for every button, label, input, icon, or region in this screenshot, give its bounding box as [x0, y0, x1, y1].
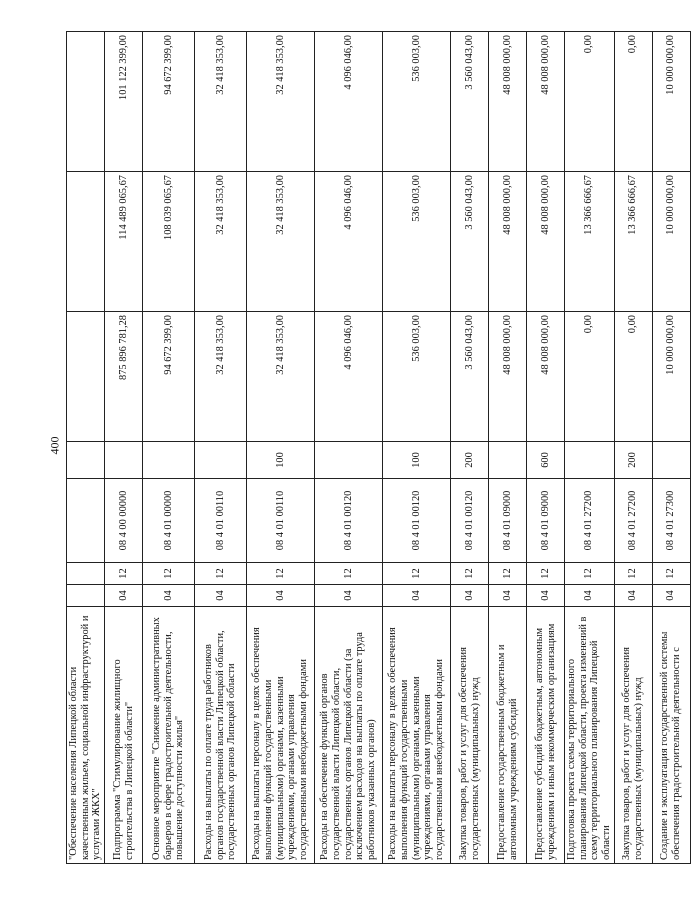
cell-rz: 12: [105, 563, 143, 585]
cell-sum-3: 536 003,00: [383, 32, 451, 172]
cell-ved: [67, 585, 105, 607]
cell-ved: 04: [489, 585, 527, 607]
cell-sum-2: 32 418 353,00: [247, 172, 315, 312]
cell-sum-2: 13 366 666,67: [565, 172, 615, 312]
cell-rz: 12: [383, 563, 451, 585]
cell-sum-2: 32 418 353,00: [195, 172, 247, 312]
cell-sum-2: 48 008 000,00: [489, 172, 527, 312]
cell-name: Расходы на выплаты персоналу в целях обеспечения выполнения функций государственными (муниципальными) органами, казенными учреждениями, органами управления государственными внебюджетными фондами: [247, 607, 315, 864]
cell-csr: 08 4 01 09000: [489, 479, 527, 563]
cell-rz: 12: [652, 563, 690, 585]
cell-ved: 04: [105, 585, 143, 607]
cell-rz: 12: [315, 563, 383, 585]
cell-vr: [67, 442, 105, 479]
cell-sum-2: 114 489 065,67: [105, 172, 143, 312]
cell-ved: 04: [143, 585, 195, 607]
cell-rz: [67, 563, 105, 585]
cell-sum-1: 536 003,00: [383, 312, 451, 442]
cell-rz: 12: [527, 563, 565, 585]
cell-name: Подготовка проекта схемы территориального планирования Липецкой области, проекта изменений в схему территориального планирования Липецкой области: [565, 607, 615, 864]
cell-ved: 04: [565, 585, 615, 607]
cell-ved: 04: [247, 585, 315, 607]
cell-rz: 12: [565, 563, 615, 585]
cell-vr: [143, 442, 195, 479]
cell-vr: 100: [247, 442, 315, 479]
cell-vr: [315, 442, 383, 479]
cell-vr: 200: [451, 442, 489, 479]
cell-ved: 04: [315, 585, 383, 607]
cell-sum-1: 48 008 000,00: [527, 312, 565, 442]
cell-sum-3: 94 672 399,00: [143, 32, 195, 172]
cell-sum-1: 875 896 781,28: [105, 312, 143, 442]
cell-rz: 12: [451, 563, 489, 585]
cell-sum-2: [67, 172, 105, 312]
cell-name: Закупка товаров, работ и услуг для обеспечения государственных (муниципальных) нужд: [451, 607, 489, 864]
cell-sum-1: 0,00: [565, 312, 615, 442]
cell-vr: [489, 442, 527, 479]
cell-csr: 08 4 01 00120: [315, 479, 383, 563]
cell-rz: 12: [143, 563, 195, 585]
table-row: [451, 32, 489, 864]
table-row: [105, 32, 143, 864]
cell-csr: 08 4 01 00110: [247, 479, 315, 563]
cell-name: Предоставление государственным бюджетным и автономным учреждениям субсидий: [489, 607, 527, 864]
cell-sum-2: 536 003,00: [383, 172, 451, 312]
cell-rz: 12: [247, 563, 315, 585]
table-row: [489, 32, 527, 864]
cell-sum-3: 10 000 000,00: [652, 32, 690, 172]
cell-sum-3: 3 560 043,00: [451, 32, 489, 172]
cell-vr: 200: [614, 442, 652, 479]
rotated-table-container: [66, 32, 683, 864]
cell-csr: [67, 479, 105, 563]
cell-name: Расходы на выплаты персоналу в целях обеспечения выполнения функций государственными (муниципальными) органами, казенными учреждениями, органами управления государственными внебюджетными фондами: [383, 607, 451, 864]
cell-sum-2: 13 366 666,67: [614, 172, 652, 312]
budget-table: [66, 31, 691, 864]
cell-name: Подпрограмма "Стимулирование жилищного строительства в Липецкой области": [105, 607, 143, 864]
cell-sum-1: 10 000 000,00: [652, 312, 690, 442]
cell-name: Основное мероприятие "Снижение административных барьеров в сфере градостроительной деятельности, повышение доступности жилья": [143, 607, 195, 864]
cell-vr: [565, 442, 615, 479]
cell-name: "Обеспечение населения Липецкой области качественным жильем, социальной инфраструктурой и услугами ЖКХ": [67, 607, 105, 864]
cell-csr: 08 4 01 00120: [383, 479, 451, 563]
cell-sum-1: 32 418 353,00: [247, 312, 315, 442]
table-row: [315, 32, 383, 864]
cell-sum-1: 0,00: [614, 312, 652, 442]
cell-sum-3: 0,00: [614, 32, 652, 172]
cell-csr: 08 4 01 27200: [614, 479, 652, 563]
page-number: 400: [47, 436, 62, 455]
cell-sum-3: 48 008 000,00: [489, 32, 527, 172]
cell-sum-3: 0,00: [565, 32, 615, 172]
cell-ved: 04: [527, 585, 565, 607]
cell-csr: 08 4 01 27300: [652, 479, 690, 563]
cell-sum-2: 4 096 046,00: [315, 172, 383, 312]
table-row: [652, 32, 690, 864]
cell-sum-1: 4 096 046,00: [315, 312, 383, 442]
cell-csr: 08 4 01 00110: [195, 479, 247, 563]
cell-vr: [652, 442, 690, 479]
table-row: [67, 32, 105, 864]
cell-sum-3: 101 122 399,00: [105, 32, 143, 172]
cell-sum-2: 3 560 043,00: [451, 172, 489, 312]
cell-sum-1: 32 418 353,00: [195, 312, 247, 442]
cell-csr: 08 4 01 09000: [527, 479, 565, 563]
cell-sum-1: [67, 312, 105, 442]
table-row: [143, 32, 195, 864]
cell-sum-2: 10 000 000,00: [652, 172, 690, 312]
cell-sum-3: 32 418 353,00: [247, 32, 315, 172]
table-row: [565, 32, 615, 864]
cell-csr: 08 4 01 27200: [565, 479, 615, 563]
cell-vr: [195, 442, 247, 479]
cell-name: Создание и эксплуатация государственной системы обеспечения градостроительной деятельности с: [652, 607, 690, 864]
table-row: [614, 32, 652, 864]
cell-rz: 12: [614, 563, 652, 585]
cell-sum-1: 3 560 043,00: [451, 312, 489, 442]
cell-sum-3: 4 096 046,00: [315, 32, 383, 172]
cell-name: Предоставление субсидий бюджетным, автономным учреждениям и иным некоммерческим организациям: [527, 607, 565, 864]
cell-rz: 12: [195, 563, 247, 585]
cell-sum-2: 48 008 000,00: [527, 172, 565, 312]
cell-csr: 08 4 01 00000: [143, 479, 195, 563]
cell-name: Закупка товаров, работ и услуг для обеспечения государственных (муниципальных) нужд: [614, 607, 652, 864]
cell-ved: 04: [652, 585, 690, 607]
cell-csr: 08 4 00 00000: [105, 479, 143, 563]
table-row: [383, 32, 451, 864]
cell-vr: 600: [527, 442, 565, 479]
cell-ved: 04: [383, 585, 451, 607]
table-row: [195, 32, 247, 864]
cell-name: Расходы на обеспечение функций органов государственной власти Липецкой области, государственных органов Липецкой области (за исключением расходов на выплаты по оплате труда работников указанных органов): [315, 607, 383, 864]
cell-csr: 08 4 01 00120: [451, 479, 489, 563]
cell-ved: 04: [614, 585, 652, 607]
cell-sum-3: 48 008 000,00: [527, 32, 565, 172]
cell-name: Расходы на выплаты по оплате труда работников органов государственной власти Липецкой области, государственных органов Липецкой области: [195, 607, 247, 864]
cell-ved: 04: [195, 585, 247, 607]
table-body: [67, 32, 691, 864]
cell-ved: 04: [451, 585, 489, 607]
table-row: [247, 32, 315, 864]
cell-sum-1: 94 672 399,00: [143, 312, 195, 442]
table-row: [527, 32, 565, 864]
cell-vr: 100: [383, 442, 451, 479]
cell-vr: [105, 442, 143, 479]
cell-sum-3: [67, 32, 105, 172]
cell-sum-2: 108 039 065,67: [143, 172, 195, 312]
cell-sum-1: 48 008 000,00: [489, 312, 527, 442]
cell-rz: 12: [489, 563, 527, 585]
cell-sum-3: 32 418 353,00: [195, 32, 247, 172]
